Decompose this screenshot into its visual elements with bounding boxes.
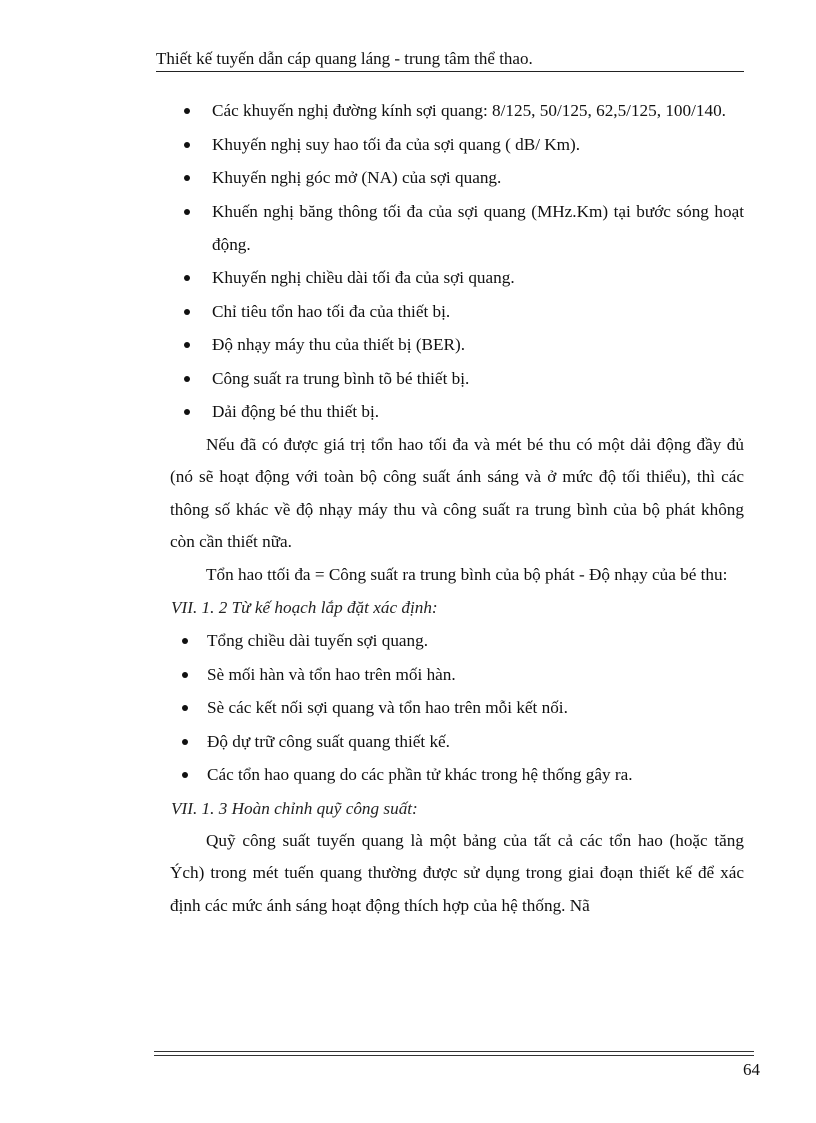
section-heading: VII. 1. 3 Hoàn chỉnh quỹ công suất: xyxy=(171,798,418,818)
list-item: Chỉ tiêu tổn hao tối đa của thiết bị. xyxy=(170,295,744,328)
page-number: 64 xyxy=(743,1060,760,1079)
bullet-icon xyxy=(184,108,190,114)
list-item: Tổng chiều dài tuyến sợi quang. xyxy=(170,624,744,657)
footer-rule xyxy=(154,1051,754,1052)
list-item: Dải động bé thu thiết bị. xyxy=(170,395,744,428)
bullet-icon xyxy=(184,175,190,181)
header-rule xyxy=(156,71,744,72)
bullet-icon xyxy=(182,772,188,778)
paragraph: Quỹ công suất tuyến quang là một bảng của tất cả các tổn hao (hoặc tăng Ých) trong mét tuến quang thường được sử dụng trong giai đoạn thiết kế để xác định các mức ánh sáng hoạt động thích hợp của hệ thống. Nã xyxy=(170,830,744,915)
list-item: Các khuyến nghị đường kính sợi quang: 8/125, 50/125, 62,5/125, 100/140. xyxy=(170,94,744,127)
bullet-icon xyxy=(182,705,188,711)
list-item: Khuyến nghị góc mở (NA) của sợi quang. xyxy=(170,161,744,194)
list-item: Sè các kết nối sợi quang và tổn hao trên mỗi kết nối. xyxy=(170,691,744,724)
paragraph: Tổn hao ttối đa = Công suất ra trung bình của bộ phát - Độ nhạy của bé thu: xyxy=(206,564,728,584)
bullet-icon xyxy=(184,275,190,281)
page-body xyxy=(170,94,744,922)
list-item: Khuyến nghị suy hao tối đa của sợi quang ( dB/ Km). xyxy=(170,128,744,161)
bullet-icon xyxy=(182,672,188,678)
list-item: Sè mối hàn và tổn hao trên mối hàn. xyxy=(170,658,744,691)
running-header: Thiết kế tuyến dẫn cáp quang láng - trung tâm thể thao. xyxy=(156,49,533,68)
list-item: Công suất ra trung bình tõ bé thiết bị. xyxy=(170,362,744,395)
bullet-icon xyxy=(182,739,188,745)
bullet-icon xyxy=(184,376,190,382)
bullet-icon xyxy=(184,409,190,415)
installation-list xyxy=(170,624,744,791)
footer-rule xyxy=(154,1055,754,1056)
paragraph: Nếu đã có được giá trị tổn hao tối đa và mét bé thu có một dải động đầy đủ (nó sẽ hoạt động với toàn bộ công suất ánh sáng và ở mức độ tối thiểu), thì các thông số khác về độ nhạy máy thu và công suất ra trung bình của bộ phát không còn cần thiết nữa. xyxy=(170,434,744,551)
recommendation-list xyxy=(170,94,744,428)
bullet-icon xyxy=(184,342,190,348)
list-item: Các tổn hao quang do các phần tử khác trong hệ thống gây ra. xyxy=(170,758,744,791)
list-item: Khuyến nghị chiều dài tối đa của sợi quang. xyxy=(170,261,744,294)
list-item: Khuến nghị băng thông tối đa của sợi quang (MHz.Km) tại bước sóng hoạt động. xyxy=(170,195,744,261)
bullet-icon xyxy=(182,638,188,644)
section-heading: VII. 1. 2 Từ kế hoạch lắp đặt xác định: xyxy=(171,598,438,617)
bullet-icon xyxy=(184,209,190,215)
list-item: Độ dự trữ công suất quang thiết kế. xyxy=(170,725,744,758)
bullet-icon xyxy=(184,142,190,148)
list-item: Độ nhạy máy thu của thiết bị (BER). xyxy=(170,328,744,361)
bullet-icon xyxy=(184,309,190,315)
